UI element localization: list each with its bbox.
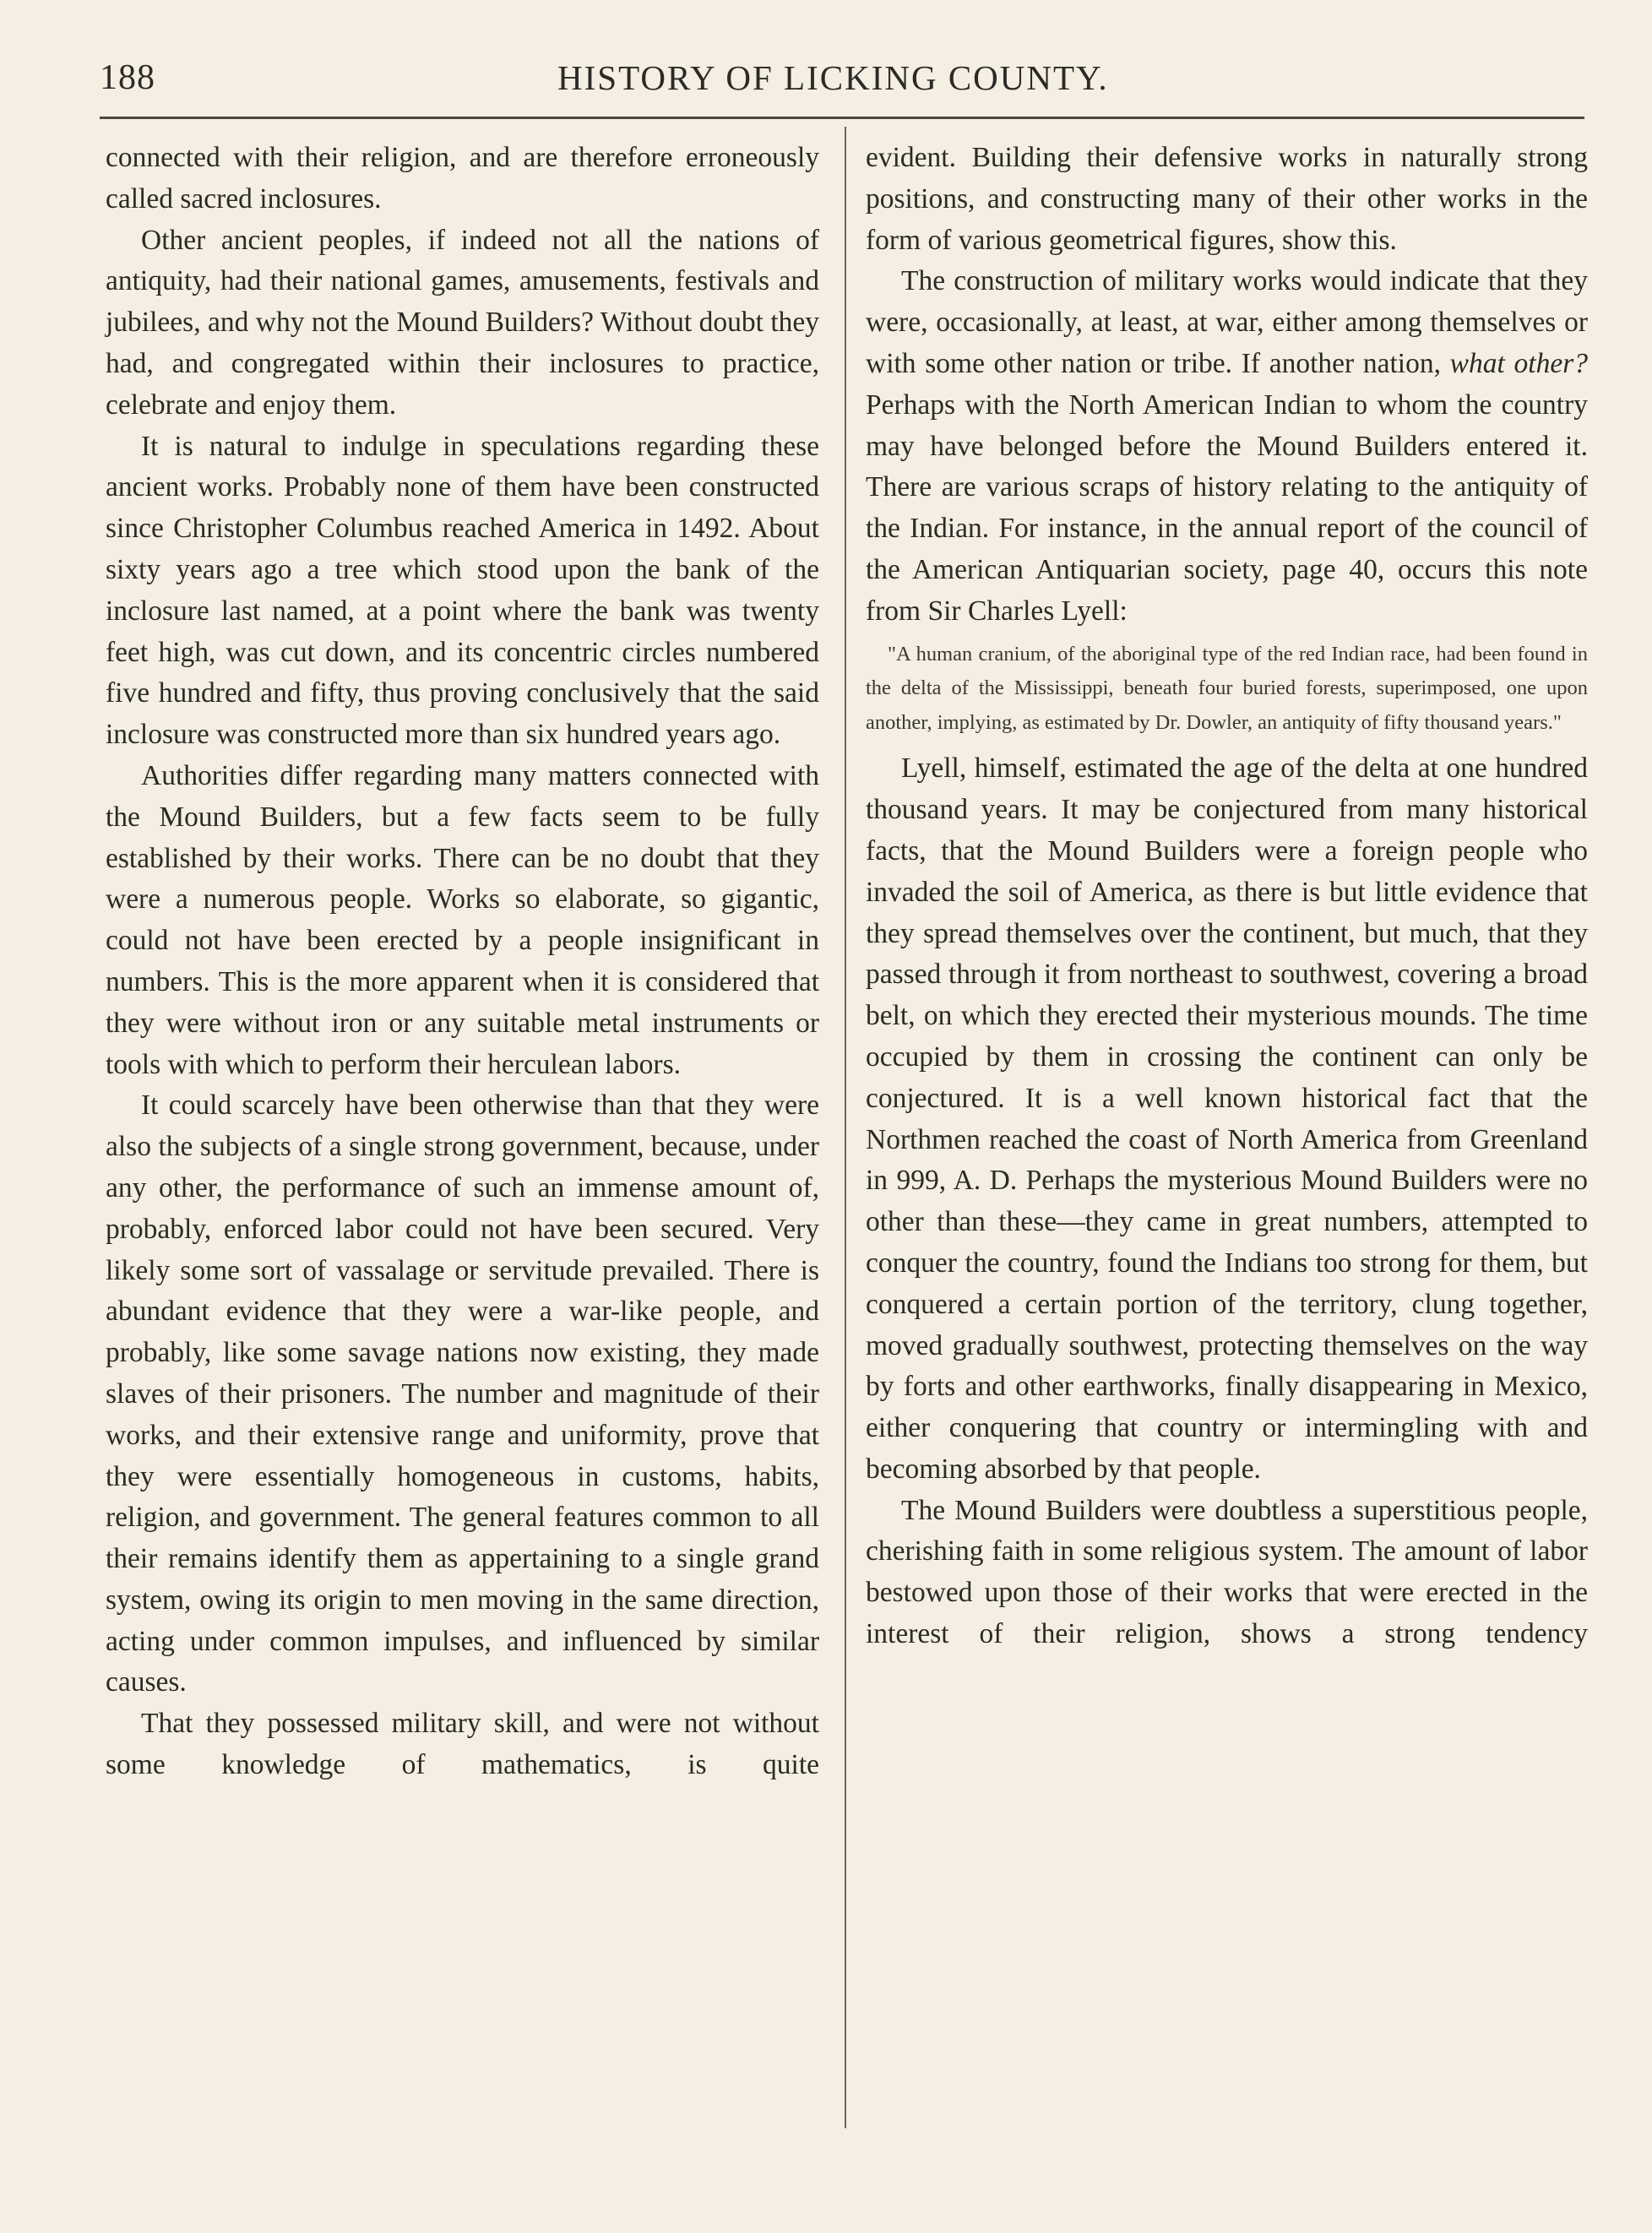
paragraph-text: The construction of military works would indicate that they were, occasionally, at least, at war, either among themselves or with some other nation or tribe. If another nation, bbox=[866, 265, 1588, 379]
paragraph: It could scarcely have been otherwise than that they were also the subjects of a single strong government, because, under any other, the performance of such an immense amount of, probably, enforced labor could not have been secured. Very likely some sort of vassalage or servitude prevailed. There is abundant evidence that they were a war-like people, and probably, like some savage nations now existing, they made slaves of their prisoners. The number and magnitude of their works, and their extensive range and uniformity, prove that they were essentially homogeneous in customs, habits, religion, and government. The general features common to all their remains identify them as appertaining to a single grand system, owing its origin to men moving in the same direction, acting under common impulses, and influenced by similar causes. bbox=[106, 1089, 819, 1698]
running-head: HISTORY OF LICKING COUNTY. bbox=[557, 58, 1109, 97]
italic-phrase: what other? bbox=[1449, 347, 1588, 379]
paragraph: The Mound Builders were doubtless a superstitious people, cherishing faith in some religious system. The amount of labor bestowed upon those of their works that were erected in the interest of their religion, shows a strong tendency bbox=[866, 1494, 1588, 1650]
paragraph: Lyell, himself, estimated the age of the delta at one hundred thousand years. It may be conjectured from many historical facts, that the Mound Builders were a foreign people who invaded the soil of America, as there is but little evidence that they spread themselves over the continent, but much, that they passed through it from northeast to southwest, covering a broad belt, on which they erected their mysterious mounds. The time occupied by them in crossing the continent can only be conjectured. It is a well known historical fact that the Northmen reached the coast of North America from Greenland in 999, A. D. Perhaps the mysterious Mound Builders were no other than these—they came in great numbers, attempted to conquer the country, found the Indians too strong for them, but conquered a certain portion of the territory, clung together, moved gradually southwest, protecting themselves on the way by forts and other earthworks, finally disappearing in Mexico, either conquering that country or intermingling with and becoming absorbed by that people. bbox=[866, 752, 1588, 1485]
paragraph bbox=[866, 261, 1588, 632]
paragraph-text: Perhaps with the North American Indian to whom the country may have belonged before the Mound Builders entered it. There are various scraps of history relating to the antiquity of the Indian. For instance, in the annual report of the council of the American Antiquarian society, page 40, occurs this note from Sir Charles Lyell: bbox=[866, 388, 1588, 627]
column-divider bbox=[845, 127, 846, 2128]
paragraph: connected with their religion, and are therefore erroneously called sacred inclosures. bbox=[106, 142, 819, 215]
left-column bbox=[106, 138, 819, 1786]
paragraph: Other ancient peoples, if indeed not all the nations of antiquity, had their national games, amusements, festivals and jubilees, and why not the Mound Builders? Without doubt they had, and congregated within their inclosures to practice, celebrate and enjoy them. bbox=[106, 224, 819, 421]
header-rule bbox=[100, 117, 1584, 119]
block-quote: "A human cranium, of the aboriginal type of the red Indian race, had been found in the delta of the Mississippi, beneath four buried forests, superimposed, one upon another, implying, as estimated by Dr. Dowler, an antiquity of fifty thousand years." bbox=[866, 642, 1588, 734]
paragraph: That they possessed military skill, and were not without some knowledge of mathematics, is quite bbox=[106, 1708, 819, 1781]
paragraph: Authorities differ regarding many matters connected with the Mound Builders, but a few facts seem to be fully established by their works. There can be no doubt that they were a numerous people. Works so elaborate, so gigantic, could not have been erected by a people insignificant in numbers. This is the more apparent when it is considered that they were without iron or any suitable metal instruments or tools with which to perform their herculean labors. bbox=[106, 759, 819, 1080]
paragraph: evident. Building their defensive works in naturally strong positions, and constructing many of their other works in the form of various geometrical figures, show this. bbox=[866, 142, 1588, 256]
right-column bbox=[866, 138, 1588, 1655]
paragraph: It is natural to indulge in speculations regarding these ancient works. Probably none of them have been constructed since Christopher Columbus reached America in 1492. About sixty years ago a tree which stood upon the bank of the inclosure last named, at a point where the bank was twenty feet high, was cut down, and its concentric circles numbered five hundred and fifty, thus proving conclusively that the said inclosure was constructed more than six hundred years ago. bbox=[106, 430, 819, 751]
page-number: 188 bbox=[100, 58, 155, 97]
